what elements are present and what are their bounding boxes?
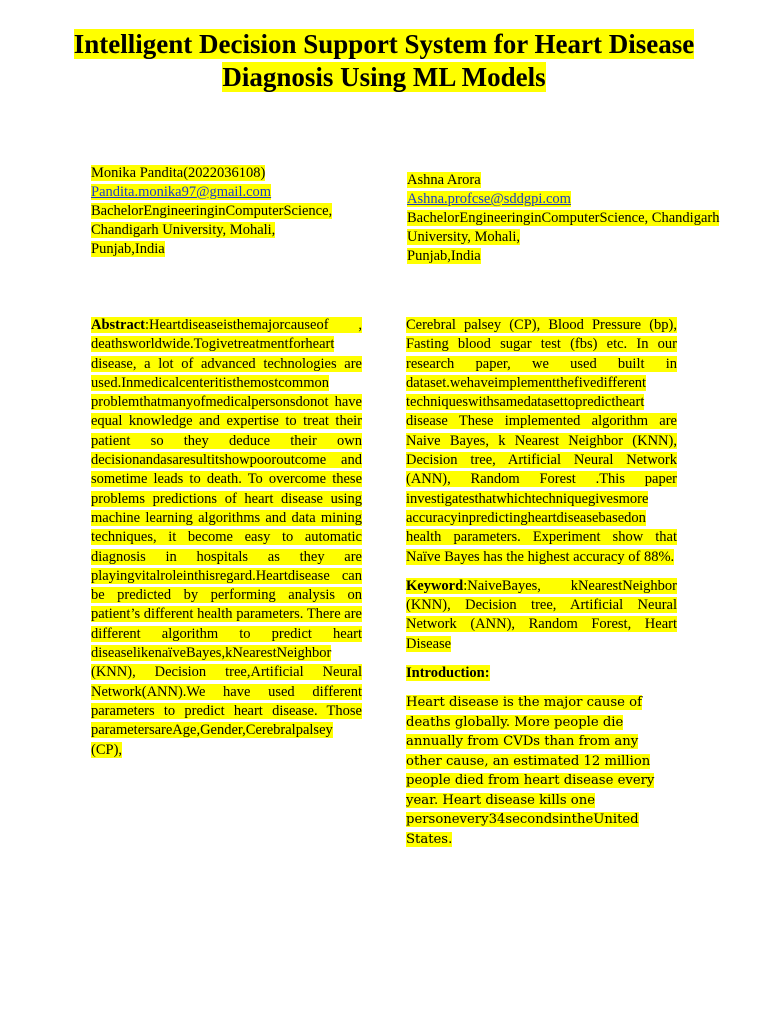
author-location: Punjab,India <box>91 241 165 257</box>
author-block-1 <box>91 164 351 259</box>
abstract-label: Abstract <box>91 317 145 333</box>
introduction-heading: Introduction: <box>406 665 490 682</box>
paper-title <box>40 28 728 94</box>
abstract-text: :Heartdiseaseisthemajorcauseof , deathsworldwide.Togivetreatmentforheart disease, a lot of advanced technologies are used.Inmedicalcenteritisthemostcommon problemthatmanyofmedicalpersonsdonot have equal knowledge and expertise to treat their patient so they deduce their own decisionandasaresultitshowpooroutcome and sometime leads to death. To overcome these problems predictions of heart disease using machine learning algorithms and data mining techniques, it become easy to automatic diagnosis in hospitals as they are playingvitalroleinthisregard.Heartdisease can be predicted by performing analysis on patient’s different health parameters. There are different algorithm to predict heart diseaselikenaïveBayes,kNearestNeighbor (KNN), Decision tree,Artificial Neural Network(ANN).We have used different parameters to predict heart disease. Those parametersareAge,Gender,Cerebralpalsey (CP), <box>91 317 362 758</box>
title-line-2: Diagnosis Using ML Models <box>222 62 546 92</box>
author-email-link[interactable]: Pandita.monika97@gmail.com <box>91 184 272 200</box>
right-column <box>406 316 677 849</box>
author-email-link[interactable]: Ashna.profcse@sddgpi.com <box>407 191 571 207</box>
author-affiliation: Chandigarh University, Mohali, <box>91 222 276 238</box>
author-affiliation: University, Mohali, <box>407 229 521 245</box>
abstract-continuation <box>406 316 677 567</box>
introduction-text: Heart disease is the major cause of deaths globally. More people die annually from CVDs than from any other cause, an estimated 12 million people died from heart disease every year. Heart disease kills one personevery34secondsintheUnited States. <box>406 695 655 847</box>
author-affiliation: BachelorEngineeringinComputerScience, Chandigarh <box>407 210 720 226</box>
title-line-1: Intelligent Decision Support System for Heart Disease <box>73 29 695 59</box>
author-location: Punjab,India <box>407 248 481 264</box>
keywords-text: :NaiveBayes, kNearestNeighbor (KNN), Decision tree, Artificial Neural Network (ANN), Random Forest, Heart Disease <box>406 577 677 652</box>
author-name: Monika Pandita(2022036108) <box>91 165 266 181</box>
abstract-continuation-text: Cerebral palsey (CP), Blood Pressure (bp), Fasting blood sugar test (fbs) etc. In our research paper, we used built in dataset.wehaveimplementthefivedifferent techniqueswithsamedatasettopredictheart disease These implemented algorithm are Naive Bayes, k Nearest Neighbor (KNN), Decision tree, Artificial Neural Network (ANN), Random Forest .This paper investigatesthatwhichtechniquegivesmore accuracyinpredictingheartdiseasebasedon health parameters. Experiment show that Naïve Bayes has the highest accuracy of 88%. <box>406 317 677 565</box>
introduction-heading-paragraph <box>406 664 677 683</box>
abstract-paragraph <box>91 316 362 760</box>
author-name: Ashna Arora <box>407 172 481 188</box>
keywords-paragraph <box>406 577 677 654</box>
keywords-label: Keyword <box>406 577 464 594</box>
introduction-paragraph <box>406 693 677 849</box>
author-block-2 <box>407 171 737 266</box>
left-column <box>91 316 362 760</box>
author-affiliation: BachelorEngineeringinComputerScience, <box>91 203 333 219</box>
